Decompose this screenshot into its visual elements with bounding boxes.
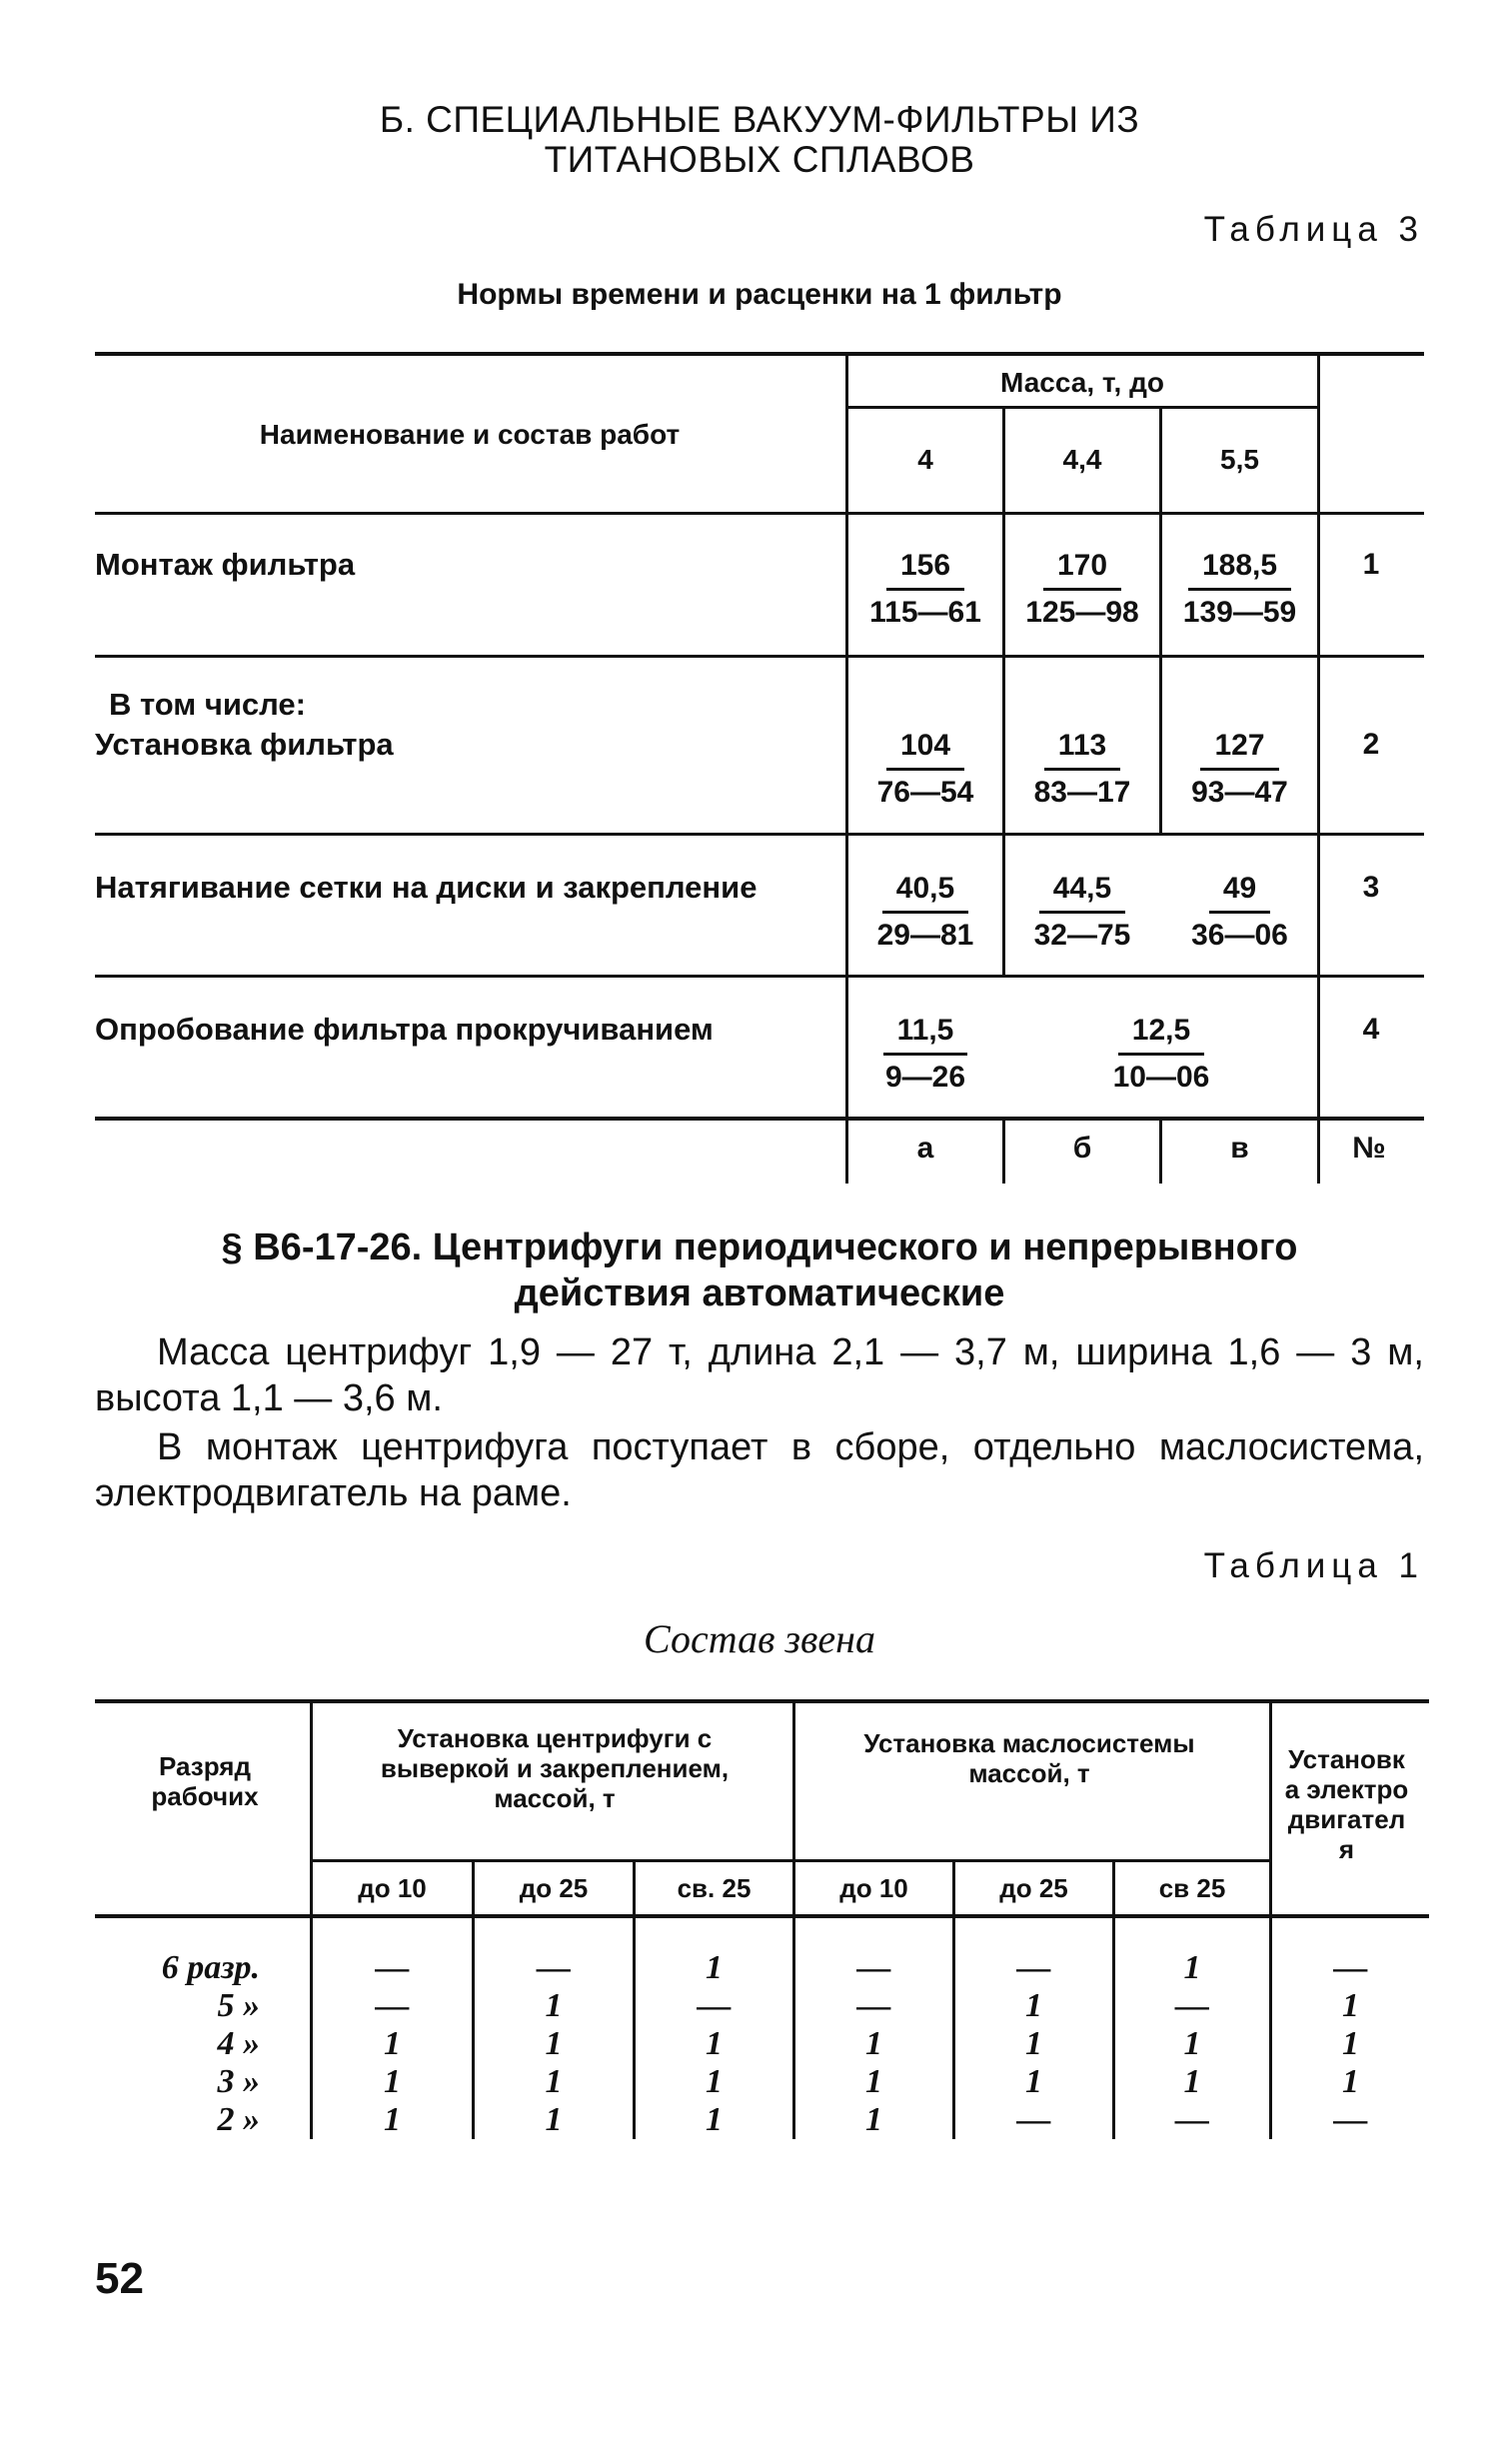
- rate: 32—75: [1033, 919, 1131, 952]
- table-1-cell: 1: [1342, 2025, 1359, 2062]
- table-1-cell: 1: [1183, 2063, 1201, 2100]
- table-3-rule: [95, 512, 1424, 515]
- table-1-cell: 1: [1183, 2025, 1201, 2062]
- table-3-value: [1005, 724, 1159, 815]
- table-1-grade: 4 »: [217, 2025, 260, 2062]
- table-1-cell: 1: [384, 2101, 401, 2138]
- table-3-value: [848, 724, 1002, 815]
- table-3-header-mass: Масса, т, до: [1000, 367, 1164, 398]
- table-1-label: Таблица 1: [1203, 1546, 1424, 1585]
- norm-time: 188,5: [1188, 544, 1291, 591]
- table-3-row-name: Натягивание сетки на диски и закрепление: [95, 870, 757, 905]
- rate: 36—06: [1191, 919, 1288, 952]
- table-3-top-rule: [95, 352, 1424, 356]
- table-3-row-number: 2: [1362, 728, 1380, 761]
- table-3-value: [848, 1009, 1002, 1100]
- paragraph-heading-line: действия автоматические: [514, 1272, 1005, 1314]
- table-3-value: [1005, 544, 1159, 635]
- table-3-column-header: 5,5: [1220, 444, 1259, 475]
- table-3-value: [1162, 544, 1317, 635]
- table-1-cell: 1: [1342, 2063, 1359, 2100]
- table-3-value: [1005, 867, 1159, 958]
- table-1-header-oil-system: Установка маслосистемы массой, т: [863, 1728, 1195, 1788]
- table-1-cell: 1: [1183, 1949, 1201, 1986]
- norm-time: 113: [1044, 724, 1120, 771]
- table-3-rule: [847, 406, 1319, 409]
- table-1-grade: 2 »: [217, 2101, 260, 2138]
- table-1-grade: 6 разр.: [161, 1949, 260, 1986]
- table-1-cell: 1: [384, 2063, 401, 2100]
- table-1-subheader: до 10: [358, 1872, 427, 1903]
- table-1-cell: 1: [706, 2101, 723, 2138]
- table-3-rule: [95, 975, 1424, 978]
- table-1-cell: 1: [865, 2063, 882, 2100]
- norm-time: 11,5: [883, 1009, 968, 1056]
- norm-time: 44,5: [1039, 867, 1125, 914]
- table-1-cell: 1: [1025, 2063, 1042, 2100]
- table-1-cell: 1: [865, 2025, 882, 2062]
- table-3-rule: [95, 1117, 1424, 1121]
- section-title-line: Б. СПЕЦИАЛЬНЫЕ ВАКУУМ-ФИЛЬТРЫ ИЗ: [379, 99, 1140, 140]
- rate: 125—98: [1025, 596, 1139, 629]
- table-3-label: Таблица 3: [1203, 210, 1424, 249]
- table-3-value: [848, 544, 1002, 635]
- table-3-rule: [95, 655, 1424, 658]
- norm-time: 12,5: [1118, 1009, 1204, 1056]
- norm-time: 49: [1209, 867, 1270, 914]
- table-3-column-letter: №: [1352, 1132, 1386, 1165]
- table-3-row-name: Монтаж фильтра: [95, 547, 356, 582]
- table-3-row-number: 4: [1362, 1013, 1380, 1046]
- table-1-cell: 1: [706, 1949, 723, 1986]
- table-1-cell: 1: [706, 2025, 723, 2062]
- table-1-cell: 1: [865, 2101, 882, 2138]
- paragraph-heading-line: § В6-17-26. Центрифуги периодического и непрерывного: [221, 1227, 1298, 1268]
- table-1-subheader: до 25: [999, 1872, 1068, 1903]
- norm-time: 104: [886, 724, 964, 771]
- table-3-column-letter: в: [1230, 1132, 1249, 1165]
- table-3-column-letter: б: [1072, 1132, 1092, 1165]
- norm-time: 127: [1200, 724, 1278, 771]
- norm-time: 156: [886, 544, 964, 591]
- table-1-grade: 5 »: [217, 1987, 260, 2024]
- table-3-value: [1162, 867, 1317, 958]
- norm-time: 40,5: [882, 867, 968, 914]
- table-1-caption: Состав звена: [643, 1616, 875, 1661]
- page-number: 52: [95, 2254, 144, 2303]
- table-1-cell: 1: [1025, 1987, 1042, 2024]
- paragraph-heading: [95, 1225, 1424, 1316]
- table-3-column-rule: [1317, 352, 1320, 1184]
- table-1-header-grade: Разряд рабочих: [151, 1751, 259, 1811]
- table-1-cell: —: [375, 1987, 410, 2024]
- table-3-value: [1005, 1009, 1317, 1100]
- table-1-grade: 3 »: [217, 2063, 260, 2100]
- table-1-cell: —: [1016, 2101, 1051, 2138]
- table-3-row-name: Опробование фильтра прокручиванием: [95, 1012, 714, 1047]
- rate: 93—47: [1191, 776, 1288, 809]
- table-3-rule: [95, 833, 1424, 836]
- table-1-subheader: до 10: [839, 1872, 908, 1903]
- table-1-cell: 1: [384, 2025, 401, 2062]
- table-1-cell: —: [856, 1987, 891, 2024]
- table-1-cell: —: [1333, 2101, 1368, 2138]
- body-paragraph: Масса центрифуг 1,9 — 27 т, длина 2,1 — 3,7 м, ширина 1,6 — 3 м, высота 1,1 — 3,6 м.: [95, 1331, 1424, 1419]
- table-1-cell: —: [697, 1987, 732, 2024]
- body-paragraph: В монтаж центрифуга поступает в сборе, отдельно маслосистема, электродвигатель на раме.: [95, 1426, 1424, 1514]
- table-1-cell: —: [1333, 1949, 1368, 1986]
- table-3-value: [848, 867, 1002, 958]
- table-1-rule: [95, 1914, 1429, 1918]
- section-title-line: ТИТАНОВЫХ СПЛАВОВ: [544, 139, 975, 180]
- table-1-cell: —: [1175, 1987, 1209, 2024]
- table-1-subheader: до 25: [519, 1872, 589, 1903]
- table-1-cell: 1: [545, 2063, 563, 2100]
- table-3-value: [1162, 724, 1317, 815]
- table-3-caption: Нормы времени и расценки на 1 фильтр: [457, 278, 1062, 311]
- table-1-cell: —: [1016, 1949, 1051, 1986]
- rate: 76—54: [876, 776, 974, 809]
- table-3-column-header: 4,4: [1062, 444, 1102, 475]
- table-3-column-header: 4: [917, 444, 933, 475]
- table-3-header-name: Наименование и состав работ: [259, 419, 681, 450]
- rate: 10—06: [1112, 1061, 1210, 1094]
- rate: 139—59: [1182, 596, 1297, 629]
- table-3-row-name: Установка фильтра: [95, 727, 394, 762]
- table-3-row-prefix: В том числе:: [109, 687, 306, 722]
- rate: 83—17: [1033, 776, 1131, 809]
- norm-time: 170: [1043, 544, 1121, 591]
- table-1-cell: —: [537, 1949, 571, 1986]
- table-1-cell: —: [1175, 2101, 1209, 2138]
- table-1-subheader: св 25: [1158, 1872, 1226, 1903]
- table-1-header-centrifuge: Установка центрифуги с выверкой и закреплением, массой, т: [380, 1723, 730, 1813]
- table-3-row-number: 1: [1362, 548, 1380, 581]
- table-1-cell: —: [856, 1949, 891, 1986]
- table-1-cell: 1: [545, 2025, 563, 2062]
- section-title: [95, 100, 1424, 180]
- rate: 29—81: [876, 919, 974, 952]
- table-1-header-motor: Установка электродвигателя: [1284, 1744, 1409, 1864]
- table-1-cell: 1: [545, 2101, 563, 2138]
- table-1-cell: —: [375, 1949, 410, 1986]
- table-1-subheader: св. 25: [677, 1872, 752, 1903]
- table-1-cell: 1: [706, 2063, 723, 2100]
- table-1-cell: 1: [545, 1987, 563, 2024]
- rate: 9—26: [884, 1061, 966, 1094]
- table-3-column-letter: а: [916, 1132, 934, 1165]
- table-3-row-number: 3: [1362, 871, 1380, 904]
- table-1-cell: 1: [1025, 2025, 1042, 2062]
- rate: 115—61: [869, 596, 981, 629]
- table-1-cell: 1: [1342, 1987, 1359, 2024]
